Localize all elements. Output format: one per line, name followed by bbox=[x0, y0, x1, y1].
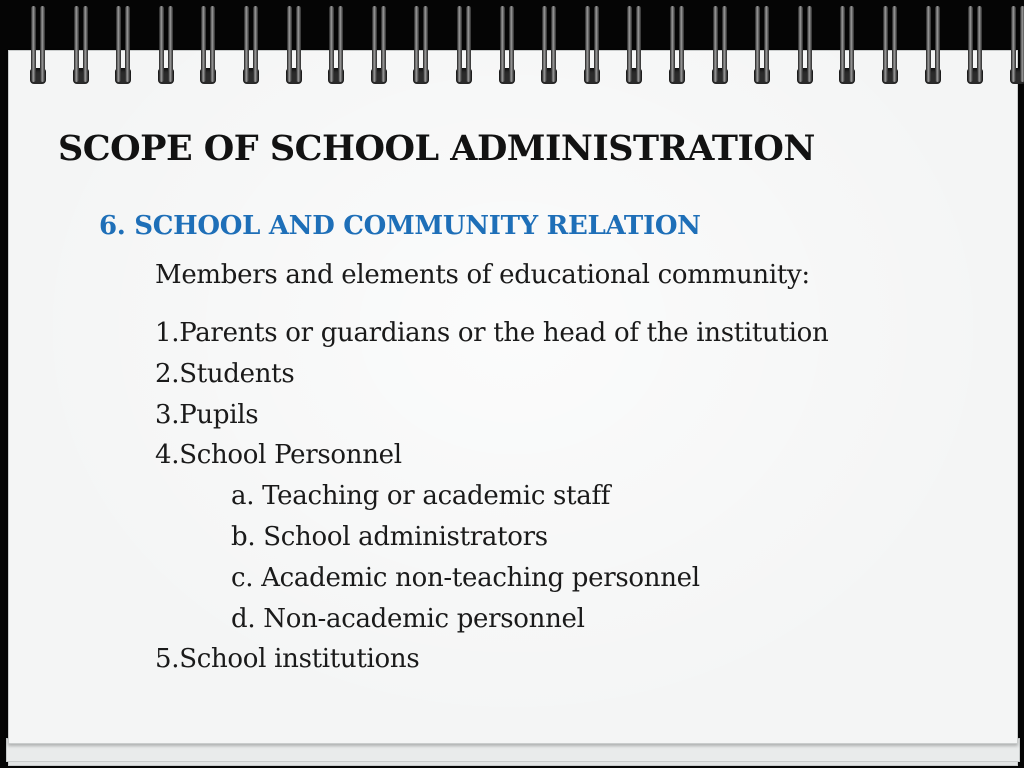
sub-list-item: b. School administrators bbox=[231, 521, 548, 552]
sub-list-item: a. Teaching or academic staff bbox=[231, 481, 611, 512]
list-item: 2.Students bbox=[155, 358, 295, 389]
list-item: 5.School institutions bbox=[155, 644, 420, 675]
sub-list-item: c. Academic non-teaching personnel bbox=[231, 562, 700, 593]
list-item: 3.Pupils bbox=[155, 399, 259, 430]
intro-text: Members and elements of educational community: bbox=[155, 260, 810, 290]
slide-title: SCOPE OF SCHOOL ADMINISTRATION bbox=[58, 128, 815, 169]
list-item: 1.Parents or guardians or the head of the institution bbox=[155, 318, 829, 348]
section-heading: 6. SCHOOL AND COMMUNITY RELATION bbox=[99, 211, 701, 241]
member-list bbox=[155, 313, 828, 680]
sub-list-item: d. Non-academic personnel bbox=[231, 603, 585, 634]
list-item: 4.School Personnel bbox=[155, 440, 402, 471]
